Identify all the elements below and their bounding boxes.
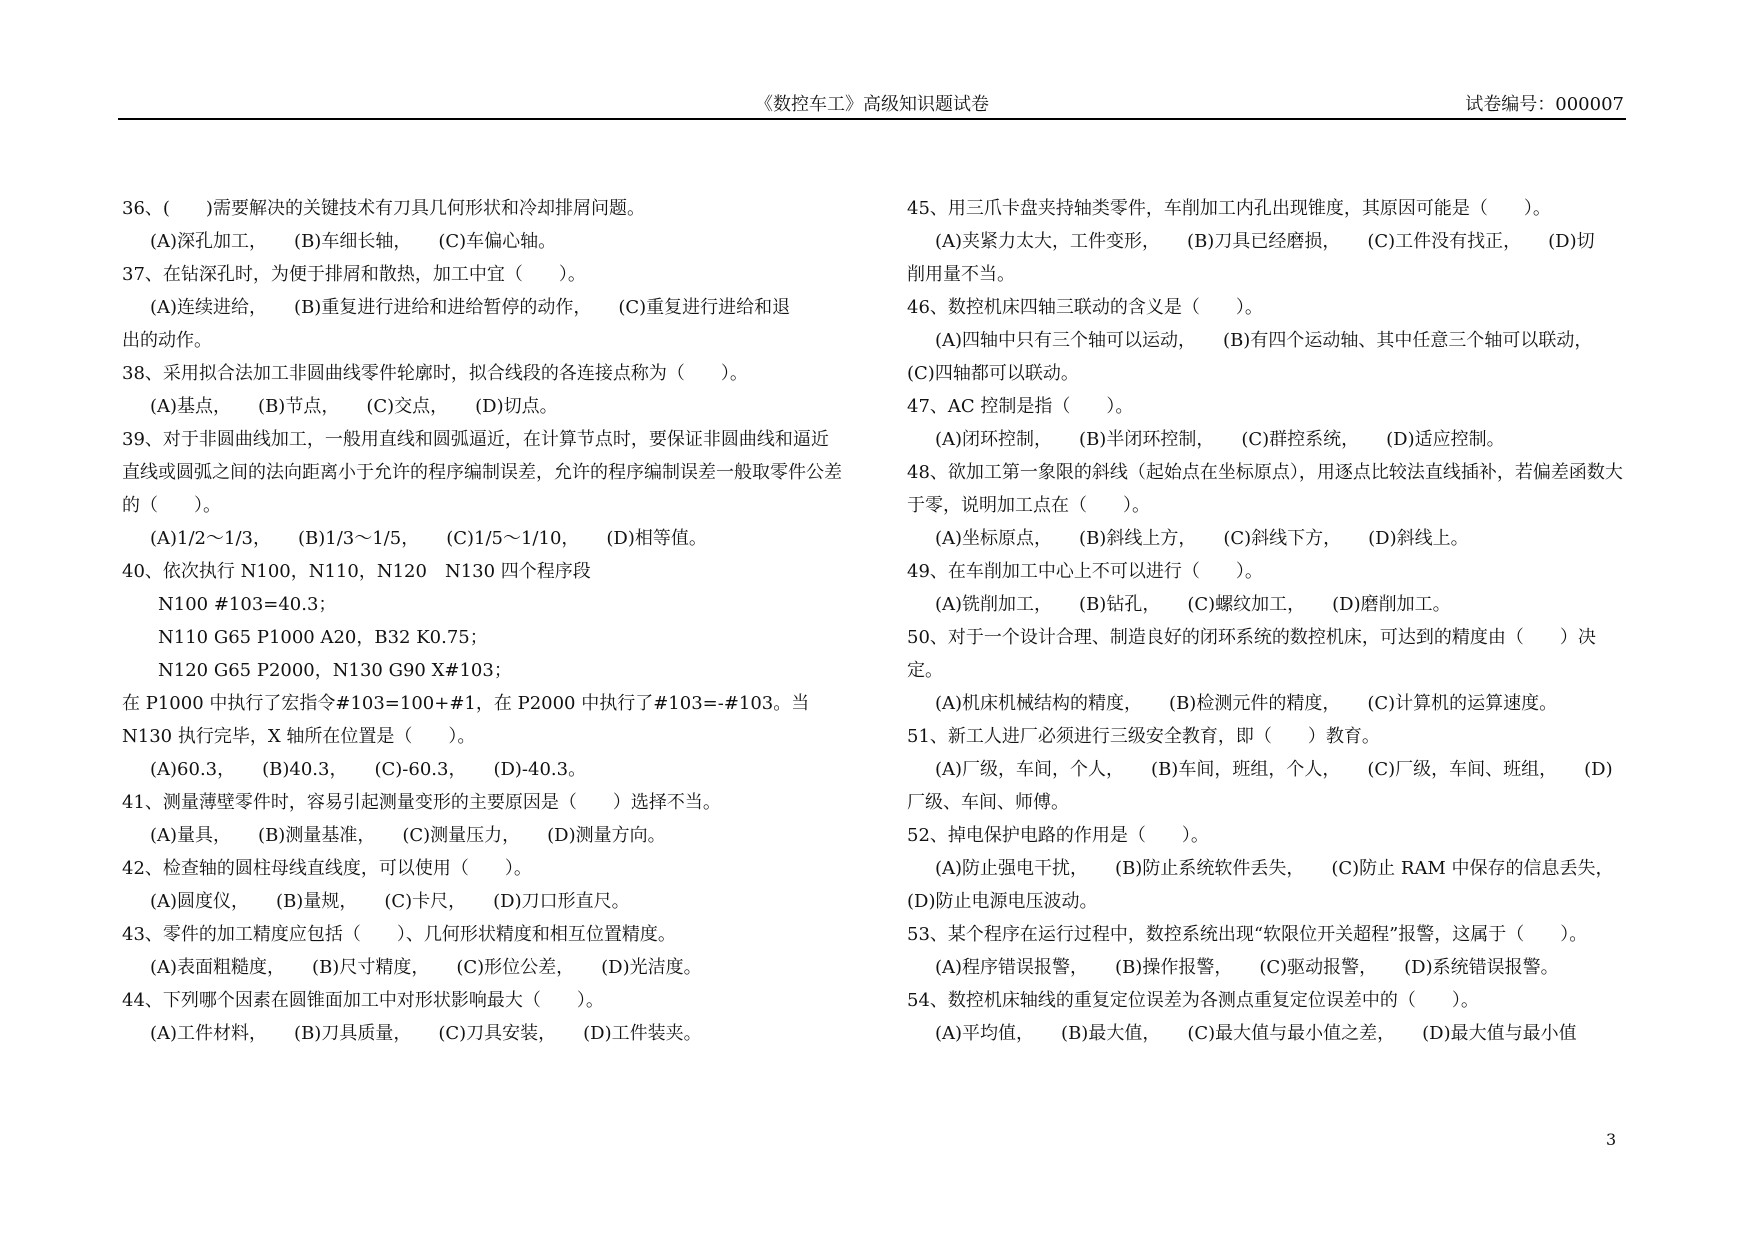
question-36 — [122, 192, 842, 258]
question-options: (A)坐标原点， (B)斜线上方， (C)斜线下方， (D)斜线上。 — [935, 528, 1469, 549]
question-54 — [907, 984, 1627, 1050]
left-column — [122, 192, 842, 1050]
question-options: (A)机床机械结构的精度， (B)检测元件的精度， (C)计算机的运算速度。 — [935, 693, 1558, 714]
question-text: 54、数控机床轴线的重复定位误差为各测点重复定位误差中的（ ）。 — [907, 990, 1479, 1011]
question-text: 50、对于一个设计合理、制造良好的闭环系统的数控机床，可达到的精度由（ ）决定。 — [907, 627, 1596, 681]
question-continuation: (D)防止电源电压波动。 — [907, 891, 1098, 912]
question-options: (A)60.3， (B)40.3， (C)-60.3， (D)-40.3。 — [150, 759, 587, 780]
question-text: 38、采用拟合法加工非圆曲线零件轮廓时，拟合线段的各连接点称为（ ）。 — [122, 363, 748, 384]
question-text: 51、新工人进厂必须进行三级安全教育，即（ ）教育。 — [907, 726, 1380, 747]
question-options: (A)基点， (B)节点， (C)交点， (D)切点。 — [150, 396, 558, 417]
question-continuation: 出的动作。 — [122, 330, 212, 351]
question-options: (A)1/2～1/3， (B)1/3～1/5， (C)1/5～1/10， (D)相等值。 — [150, 528, 707, 549]
question-52 — [907, 819, 1627, 918]
question-options: (A)深孔加工， (B)车细长轴， (C)车偏心轴。 — [150, 231, 557, 252]
question-text: 45、用三爪卡盘夹持轴类零件，车削加工内孔出现锥度，其原因可能是（ ）。 — [907, 198, 1551, 219]
question-options: (A)铣削加工， (B)钻孔， (C)螺纹加工， (D)磨削加工。 — [935, 594, 1451, 615]
question-text: 41、测量薄壁零件时，容易引起测量变形的主要原因是（ ）选择不当。 — [122, 792, 721, 813]
question-text: 43、零件的加工精度应包括（ ）、几何形状精度和相互位置精度。 — [122, 924, 676, 945]
question-46 — [907, 291, 1627, 390]
program-line: N120 G65 P2000，N130 G90 X#103； — [158, 660, 512, 681]
question-options: (A)防止强电干扰， (B)防止系统软件丢失， (C)防止 RAM 中保存的信息丢失， — [935, 858, 1614, 879]
question-text: 49、在车削加工中心上不可以进行（ ）。 — [907, 561, 1263, 582]
question-40 — [122, 555, 842, 786]
question-text: 40、依次执行 N100，N110，N120 N130 四个程序段 — [122, 561, 591, 582]
question-41 — [122, 786, 842, 852]
question-39 — [122, 423, 842, 555]
exam-title: 《数控车工》高级知识题试卷 — [755, 94, 989, 115]
question-text: 53、某个程序在运行过程中，数控系统出现“软限位开关超程”报警，这属于（ ）。 — [907, 924, 1588, 945]
question-options: (A)平均值， (B)最大值， (C)最大值与最小值之差， (D)最大值与最小值 — [935, 1023, 1577, 1044]
question-38 — [122, 357, 842, 423]
question-53 — [907, 918, 1627, 984]
question-51 — [907, 720, 1627, 819]
question-options: (A)圆度仪， (B)量规， (C)卡尺， (D)刀口形直尺。 — [150, 891, 630, 912]
question-text: 48、欲加工第一象限的斜线（起始点在坐标原点），用逐点比较法直线插补，若偏差函数大于零，说明加工点在（ ）。 — [907, 462, 1623, 516]
right-column — [907, 192, 1627, 1050]
question-43 — [122, 918, 842, 984]
question-text: 36、( )需要解决的关键技术有刀具几何形状和冷却排屑问题。 — [122, 198, 645, 219]
question-options: (A)工件材料， (B)刀具质量， (C)刀具安装， (D)工件装夹。 — [150, 1023, 702, 1044]
page-header — [118, 88, 1626, 120]
exam-number: 试卷编号：000007 — [1465, 94, 1624, 115]
question-text: 47、AC 控制是指（ ）。 — [907, 396, 1134, 417]
question-options: (A)表面粗糙度， (B)尺寸精度， (C)形位公差， (D)光洁度。 — [150, 957, 702, 978]
question-options: (A)厂级，车间，个人， (B)车间，班组，个人， (C)厂级，车间、班组， (D) — [935, 759, 1613, 780]
question-37 — [122, 258, 842, 357]
question-44 — [122, 984, 842, 1050]
question-50 — [907, 621, 1627, 720]
program-line: N110 G65 P1000 A20，B32 K0.75； — [158, 627, 488, 648]
question-options: (A)闭环控制， (B)半闭环控制， (C)群控系统， (D)适应控制。 — [935, 429, 1505, 450]
question-text: 39、对于非圆曲线加工，一般用直线和圆弧逼近，在计算节点时，要保证非圆曲线和逼近直线或圆弧之间的法向距离小于允许的程序编制误差，允许的程序编制误差一般取零件公差的（ ）。 — [122, 429, 842, 516]
question-text: 52、掉电保护电路的作用是（ ）。 — [907, 825, 1209, 846]
question-45 — [907, 192, 1627, 291]
question-continuation: 在 P1000 中执行了宏指令#103=100+#1，在 P2000 中执行了#103=-#103。当 N130 执行完毕，X 轴所在位置是（ ）。 — [122, 693, 810, 747]
question-text: 42、检查轴的圆柱母线直线度，可以使用（ ）。 — [122, 858, 532, 879]
question-options: (A)程序错误报警， (B)操作报警， (C)驱动报警， (D)系统错误报警。 — [935, 957, 1559, 978]
question-47 — [907, 390, 1627, 456]
page-number: 3 — [1606, 1130, 1617, 1149]
question-continuation: 厂级、车间、师傅。 — [907, 792, 1069, 813]
question-49 — [907, 555, 1627, 621]
question-48 — [907, 456, 1627, 555]
question-options: (A)连续进给， (B)重复进行进给和进给暂停的动作， (C)重复进行进给和退 — [150, 297, 791, 318]
question-42 — [122, 852, 842, 918]
question-options: (A)四轴中只有三个轴可以运动， (B)有四个运动轴、其中任意三个轴可以联动， — [935, 330, 1593, 351]
question-options: (A)夹紧力太大，工件变形， (B)刀具已经磨损， (C)工件没有找正， (D)切 — [935, 231, 1595, 252]
question-text: 37、在钻深孔时，为便于排屑和散热，加工中宜（ ）。 — [122, 264, 586, 285]
question-continuation: (C)四轴都可以联动。 — [907, 363, 1079, 384]
question-text: 46、数控机床四轴三联动的含义是（ ）。 — [907, 297, 1263, 318]
question-continuation: 削用量不当。 — [907, 264, 1015, 285]
question-text: 44、下列哪个因素在圆锥面加工中对形状影响最大（ ）。 — [122, 990, 604, 1011]
question-options: (A)量具， (B)测量基准， (C)测量压力， (D)测量方向。 — [150, 825, 666, 846]
program-line: N100 #103=40.3； — [158, 594, 337, 615]
